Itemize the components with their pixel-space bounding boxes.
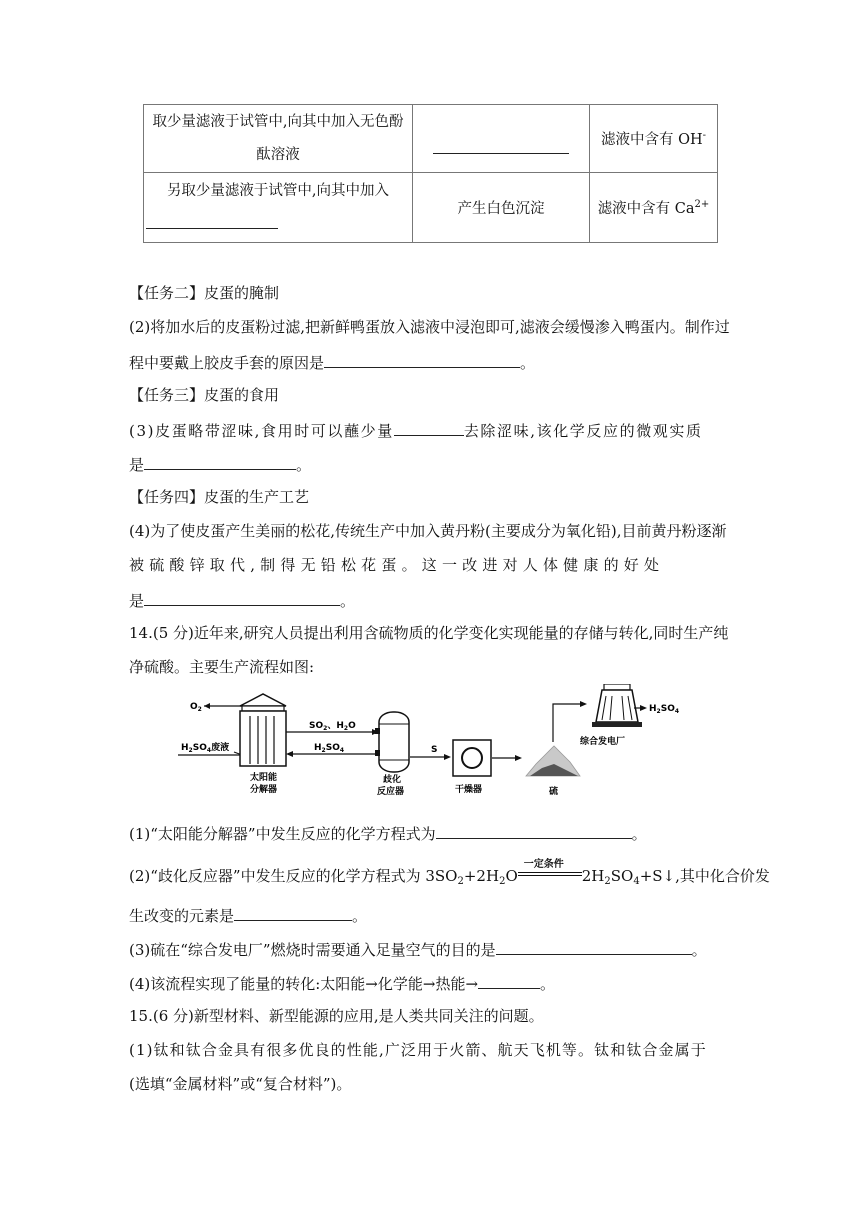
table-row: [144, 105, 718, 173]
q14-sub3: [129, 938, 707, 960]
table-cell-step: [144, 105, 413, 173]
conclusion-sup: -: [702, 130, 707, 141]
o2-label: $O_2$: [190, 702, 202, 713]
solar-label-2: 分解器: [250, 785, 278, 795]
period: 。: [340, 592, 356, 610]
h2so4-waste-label: $H_2SO_4$废液: [181, 743, 230, 754]
period: 。: [296, 456, 312, 474]
q3-text: 是: [129, 456, 145, 474]
q14-sub2-line1: (2)“歧化反应器”中发生反应的化学方程式为 $3SO_2+2H_2O$ 一定条件 $2H_2SO_4+S↓$,其中化合价发: [129, 866, 770, 892]
q4-line3: [129, 589, 355, 611]
period: 。: [691, 941, 707, 959]
conclusion-text: 滤液中含有 Ca: [597, 201, 695, 217]
step-line-1: 取少量滤液于试管中,向其中加入无色酚: [152, 113, 404, 130]
q2-line1: (2)将加水后的皮蛋粉过滤,把新鲜鸭蛋放入滤液中浸泡即可,滤液会缓慢渗入鸭蛋内。制作过: [129, 318, 730, 336]
so2-h2o-label: $SO_2$、$H_2O$: [309, 721, 356, 732]
period: 。: [631, 825, 647, 843]
q3-line1: [129, 419, 703, 441]
table-cell-phenomenon-blank: [413, 105, 590, 173]
q3-text-a: (3)皮蛋略带涩味,食用时可以蘸少量: [129, 422, 394, 440]
q15-line3: (选填“金属材料”或“复合材料”)。: [129, 1075, 352, 1093]
answer-blank[interactable]: [146, 212, 278, 229]
answer-blank[interactable]: [433, 137, 569, 154]
q4-line2: 被硫酸锌取代,制得无铅松花蛋。这一改进对人体健康的好处: [129, 556, 665, 574]
reaction-condition: [518, 859, 582, 881]
conclusion-sup: 2+: [694, 199, 710, 210]
arrowhead: [204, 703, 210, 709]
answer-blank[interactable]: [394, 419, 464, 436]
s-label: S: [431, 745, 438, 755]
plant-label: 综合发电厂: [580, 737, 626, 747]
answer-blank[interactable]: [234, 904, 352, 921]
table-cell-conclusion: [590, 173, 718, 243]
q3-line2: [129, 453, 311, 475]
sub1-text: (1)“太阳能分解器”中发生反应的化学方程式为: [129, 825, 436, 843]
answer-blank[interactable]: [144, 589, 340, 606]
table-cell-phenomenon: 产生白色沉淀: [413, 173, 590, 243]
table-row: [144, 173, 718, 243]
reactor-icon: [375, 712, 409, 772]
sub2-text: 生改变的元素是: [129, 907, 235, 925]
solar-decomposer-icon: [240, 694, 286, 766]
answer-blank[interactable]: [478, 972, 540, 989]
q14-line1: 14.(5 分)近年来,研究人员提出利用含硫物质的化学变化实现能量的存储与转化,同时生产纯: [129, 624, 729, 642]
q14-sub4: [129, 972, 555, 994]
task2-heading: 【任务二】皮蛋的腌制: [129, 284, 280, 302]
solar-label: 太阳能: [250, 773, 278, 783]
task3-heading: 【任务三】皮蛋的食用: [129, 386, 280, 404]
q15-line2: (1)钛和钛合金具有很多优良的性能,广泛用于火箭、航天飞机等。钛和钛合金属于: [129, 1041, 707, 1059]
h2so4-back-label: $H_2SO_4$: [314, 743, 345, 754]
q4-text: 是: [129, 592, 145, 610]
q4-line1: (4)为了使皮蛋产生美丽的松花,传统生产中加入黄丹粉(主要成分为氧化铅),目前黄丹粉逐渐: [129, 522, 727, 540]
period: 。: [540, 975, 556, 993]
period: 。: [520, 354, 536, 372]
table-cell-conclusion: [590, 105, 718, 173]
sub3-text: (3)硫在“综合发电厂”燃烧时需要通入足量空气的目的是: [129, 941, 496, 959]
table-cell-step: [144, 173, 413, 243]
q14-sub1: [129, 822, 647, 844]
sub2-text-c: SO: [610, 867, 634, 885]
sub4-text: (4)该流程实现了能量的转化:太阳能→化学能→热能→: [129, 975, 479, 993]
experiment-table: [143, 104, 718, 243]
condition-label: 一定条件: [523, 859, 564, 870]
q14-sub2-line2: [129, 904, 367, 926]
q2-text: 程中要戴上胶皮手套的原因是: [129, 354, 325, 372]
step-line-1: 另取少量滤液于试管中,向其中加入: [166, 183, 390, 199]
power-plant-icon: [592, 684, 642, 727]
sulfur-label: 硫: [549, 787, 559, 797]
sub2-text-a: (2)“歧化反应器”中发生反应的化学方程式为 3SO: [129, 867, 458, 885]
sulfur-pile-icon: [526, 746, 580, 776]
step-line-2: 酞溶液: [256, 146, 300, 163]
dryer-label: 干燥器: [455, 785, 483, 795]
sub2-text-b: 2H: [581, 867, 605, 885]
h2so4-out-label: $H_2SO_4$: [649, 704, 680, 715]
q2-line2: [129, 351, 535, 373]
qihua-label-2: 反应器: [377, 787, 405, 797]
task4-heading: 【任务四】皮蛋的生产工艺: [129, 488, 310, 506]
answer-blank[interactable]: [496, 938, 692, 955]
q15-line1: 15.(6 分)新型材料、新型能源的应用,是人类共同关注的问题。: [129, 1007, 544, 1025]
answer-blank[interactable]: [144, 453, 296, 470]
dryer-icon: [453, 740, 491, 776]
answer-blank[interactable]: [436, 822, 632, 839]
period: 。: [352, 907, 368, 925]
conclusion-text: 滤液中含有 OH: [600, 132, 703, 148]
answer-blank[interactable]: [324, 351, 520, 368]
qihua-label: 歧化: [383, 775, 402, 785]
q3-text-b: 去除涩味,该化学反应的微观实质: [463, 422, 703, 440]
q14-line2: 净硫酸。主要生产流程如图:: [129, 658, 315, 676]
process-flow-diagram: [170, 684, 700, 804]
sub2-text-d: +S↓,其中化合价发: [639, 867, 770, 885]
